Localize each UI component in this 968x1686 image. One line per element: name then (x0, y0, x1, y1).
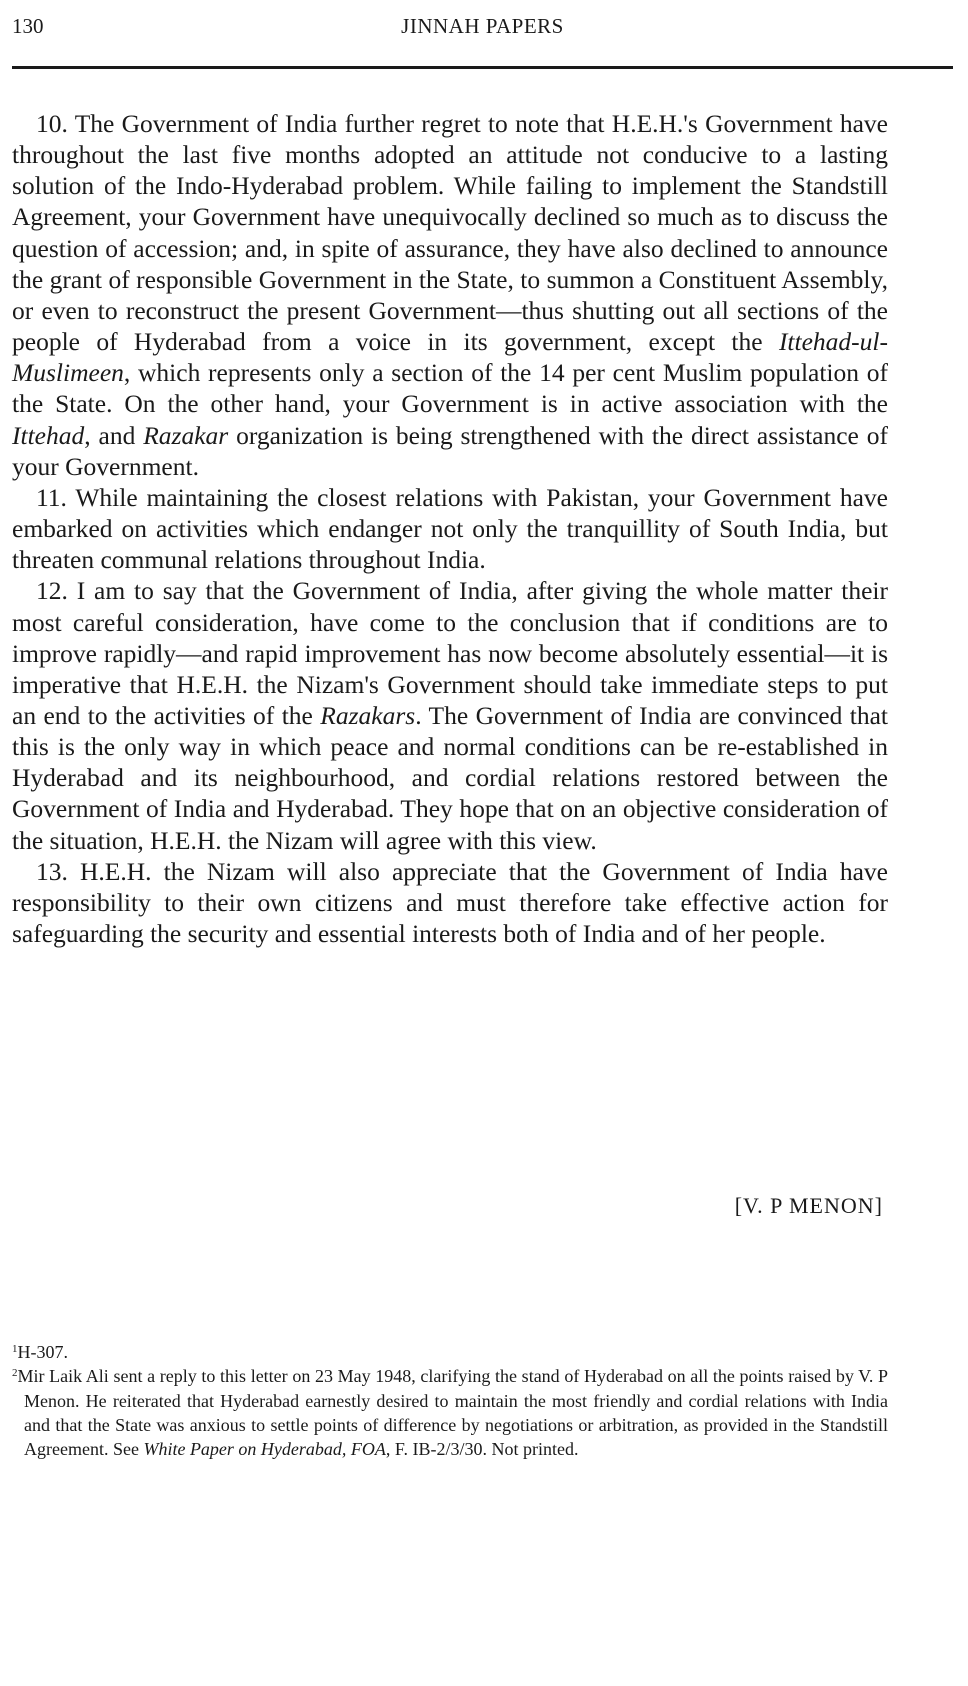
footnote-text: , F. IB-2/3/30. Not printed. (385, 1439, 579, 1460)
paragraph-text: , which represents only a section of the 14 per cent Muslim population of the State. On the other hand, your Government is in active association with the (12, 358, 888, 419)
paragraph-12 (12, 575, 888, 855)
signature: [V. P MENON] (734, 1193, 883, 1218)
paragraph-italic-text: Razakars (320, 700, 416, 730)
paragraph-10 (12, 108, 888, 482)
footnote-1 (12, 1340, 888, 1364)
paragraph-number: 12. (36, 576, 68, 606)
paragraph-number: 13. (36, 856, 68, 886)
footnote-marker: 2 (12, 1367, 18, 1380)
paragraph-text: organization is being strengthened with the direct assistance of your Government. (12, 420, 888, 481)
paragraph-number: 11. (36, 482, 67, 512)
paragraph-text: I am to say that the Government of India, after giving the whole matter their most careful consideration, have come to the conclusion that if conditions are to improve rapidly—and rapid improvement has now become absolutely essential—it is imperative that H.E.H. the Nizam's Government should take immediate steps to put an end to the activities of the (12, 576, 888, 730)
paragraph-italic-text: Razakar (143, 420, 229, 450)
paragraph-text: While maintaining the closest relations with Pakistan, your Government have embarked on activities which endanger not only the tranquillity of South India, but threaten communal relations throughout India. (12, 482, 888, 575)
page-number: 130 (12, 14, 44, 38)
paragraph-text: H.E.H. the Nizam will also appreciate that the Government of India have responsibility to their own citizens and must therefore take effective action for safeguarding the security and essential interests both of India and of her people. (12, 856, 888, 949)
page-header (12, 8, 953, 48)
paragraph-13 (12, 856, 888, 949)
footnote-2 (12, 1364, 888, 1461)
letter-body (12, 108, 888, 949)
running-title: JINNAH PAPERS (401, 14, 564, 38)
paragraph-number: 10. (36, 109, 68, 138)
paragraph-italic-text: Ittehad-ul-Muslimeen (12, 327, 888, 388)
footnote-italic-text: White Paper on Hyderabad, FOA (143, 1439, 386, 1460)
paragraph-text: . The Government of India are convinced that this is the only way in which peace and normal conditions can be re-established in Hyderabad and its neighbourhood, and cordial relations restored between the Government of India and Hyderabad. They hope that on an objective consideration of the situation, H.E.H. the Nizam will agree with this view. (12, 700, 888, 855)
footnote-text: H-307. (17, 1342, 68, 1362)
paragraph-11 (12, 482, 888, 575)
paragraph-text: The Government of India further regret to note that H.E.H.'s Government have throughout the last five months adopted an attitude not conducive to a lasting solution of the Indo-Hyderabad problem. While failing to implement the Standstill Agreement, your Government have unequivocally declined so much as to discuss the question of accession; and, in spite of assurance, they have also declined to announce the grant of responsible Government in the State, to summon a Constituent Assembly, or even to reconstruct the present Government—thus shutting out all sections of the people of Hyderabad from a voice in its government, except the (12, 109, 888, 357)
footnote-text: Mir Laik Ali sent a reply to this letter on 23 May 1948, clarifying the stand of Hyderabad on all the points raised by V. P Menon. He reiterated that Hyderabad earnestly desired to maintain the most friendly and cordial relations with India and that the State was anxious to settle points of difference by negotiations or arbitration, as provided in the Standstill Agreement. See (17, 1366, 888, 1460)
footnotes (12, 1340, 888, 1461)
footnote-marker: 1 (12, 1343, 18, 1355)
paragraph-text: , and (84, 420, 144, 450)
header-rule (12, 66, 953, 69)
paragraph-italic-text: Ittehad (12, 420, 85, 450)
